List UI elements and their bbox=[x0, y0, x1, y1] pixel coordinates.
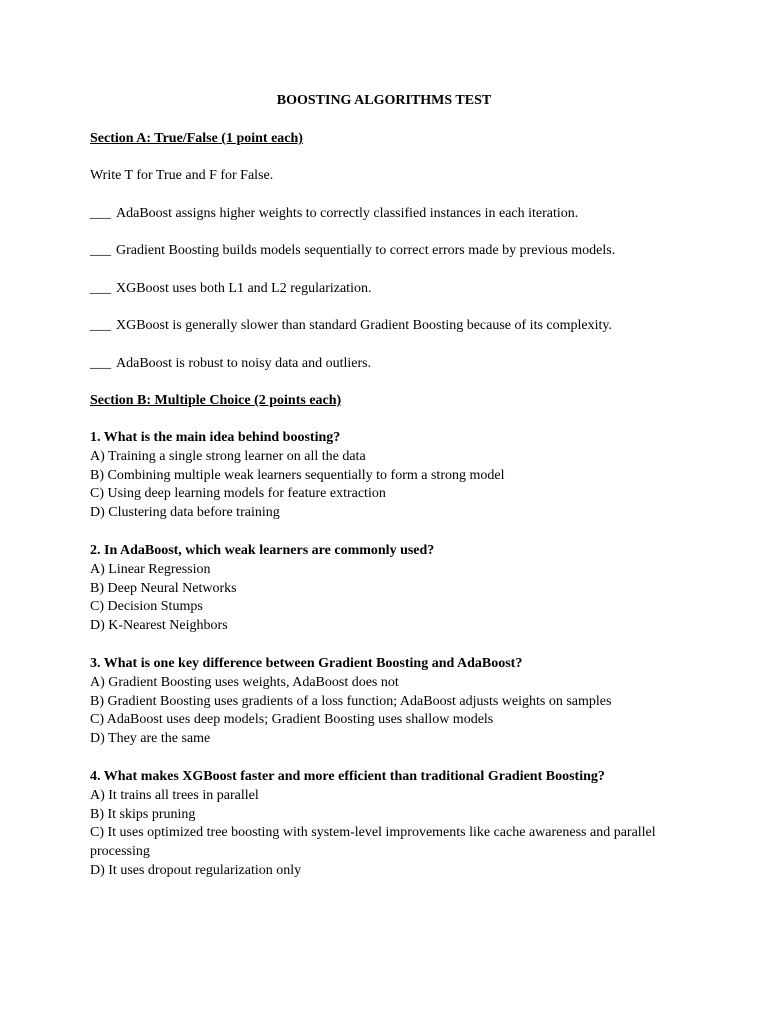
option-a: A) Gradient Boosting uses weights, AdaBoost does not bbox=[90, 674, 399, 690]
question-text: 3. What is one key difference between Gradient Boosting and AdaBoost? bbox=[90, 655, 523, 671]
tf-item-3 bbox=[90, 280, 680, 298]
tf-item-1 bbox=[90, 205, 680, 223]
option-b: B) Deep Neural Networks bbox=[90, 580, 237, 596]
question-text: 4. What makes XGBoost faster and more efficient than traditional Gradient Boosting? bbox=[90, 768, 605, 784]
option-d: D) K-Nearest Neighbors bbox=[90, 618, 228, 634]
tf-item-2 bbox=[90, 242, 680, 260]
option-d: D) Clustering data before training bbox=[90, 505, 280, 521]
option-d: D) They are the same bbox=[90, 731, 211, 747]
mc-question-3 bbox=[90, 655, 680, 749]
mc-question-2 bbox=[90, 542, 680, 636]
document-title: BOOSTING ALGORITHMS TEST bbox=[276, 93, 492, 108]
section-a-heading: Section A: True/False (1 point each) bbox=[90, 131, 303, 146]
tf-statement: AdaBoost assigns higher weights to correctly classified instances in each iteration. bbox=[116, 205, 579, 221]
answer-blank: ___ bbox=[90, 318, 111, 333]
answer-blank: ___ bbox=[90, 243, 111, 258]
answer-blank: ___ bbox=[90, 355, 111, 371]
option-a: A) Linear Regression bbox=[90, 561, 211, 577]
question-text: 2. In AdaBoost, which weak learners are commonly used? bbox=[90, 542, 435, 558]
document-body bbox=[90, 130, 680, 900]
section-a-instruction: Write T for True and F for False. bbox=[90, 168, 274, 183]
option-a: A) It trains all trees in parallel bbox=[90, 787, 259, 803]
question-text: 1. What is the main idea behind boosting? bbox=[90, 430, 341, 445]
mc-question-4 bbox=[90, 768, 680, 881]
option-b: B) It skips pruning bbox=[90, 806, 196, 822]
answer-blank: ___ bbox=[90, 280, 111, 296]
option-b: B) Gradient Boosting uses gradients of a loss function; AdaBoost adjusts weights on samples bbox=[90, 693, 612, 709]
tf-item-4 bbox=[90, 317, 680, 335]
option-c: C) It uses optimized tree boosting with system-level improvements like cache awareness and parallel processing bbox=[90, 825, 656, 860]
option-c: C) AdaBoost uses deep models; Gradient Boosting uses shallow models bbox=[90, 712, 494, 728]
tf-statement: Gradient Boosting builds models sequentially to correct errors made by previous models. bbox=[116, 243, 616, 258]
mc-question-1 bbox=[90, 429, 680, 523]
tf-statement: AdaBoost is robust to noisy data and outliers. bbox=[116, 355, 372, 371]
tf-statement: XGBoost uses both L1 and L2 regularization. bbox=[116, 280, 372, 296]
tf-item-5 bbox=[90, 355, 680, 373]
option-b: B) Combining multiple weak learners sequentially to form a strong model bbox=[90, 467, 505, 483]
option-a: A) Training a single strong learner on all the data bbox=[90, 448, 366, 464]
option-c: C) Using deep learning models for feature extraction bbox=[90, 486, 386, 502]
section-b-heading: Section B: Multiple Choice (2 points each) bbox=[90, 393, 342, 408]
answer-blank: ___ bbox=[90, 205, 111, 221]
option-c: C) Decision Stumps bbox=[90, 599, 203, 615]
tf-statement: XGBoost is generally slower than standard Gradient Boosting because of its complexity. bbox=[116, 318, 612, 333]
option-d: D) It uses dropout regularization only bbox=[90, 862, 302, 878]
